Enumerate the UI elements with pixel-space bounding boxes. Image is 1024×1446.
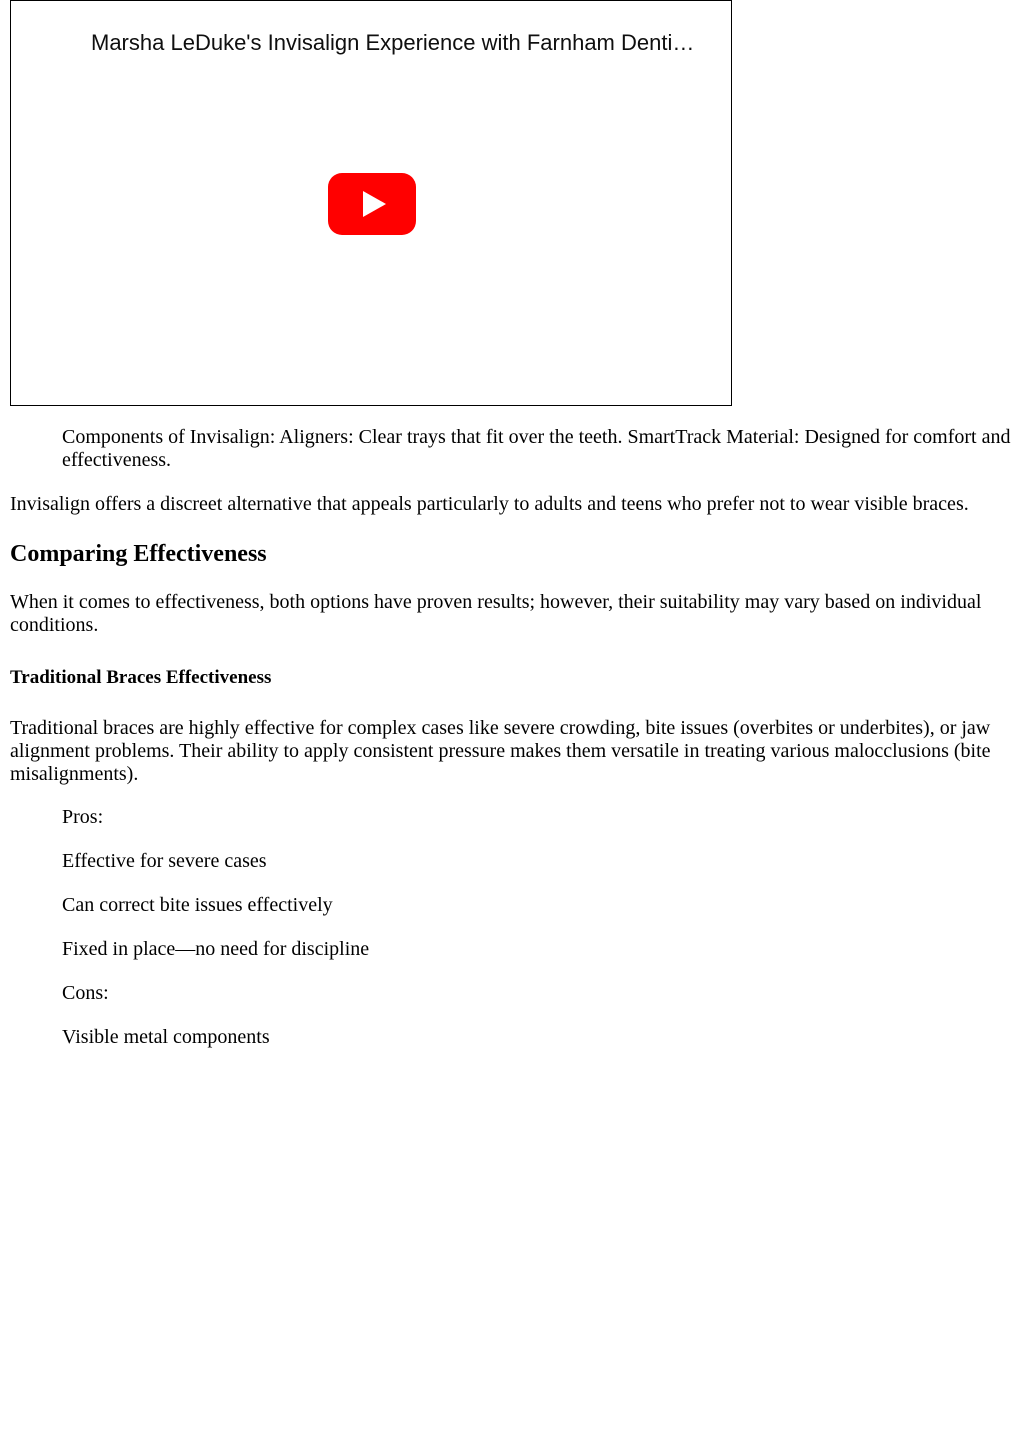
list-item: Can correct bite issues effectively (62, 894, 333, 916)
traditional-braces-paragraph: Traditional braces are highly effective for complex cases like severe crowding, bite issues (overbites or underbites), or jaw alignment problems. Their ability to apply consistent pressure makes them versatile in treating various malocclusions (bite misalignments). (10, 717, 991, 785)
youtube-play-icon[interactable] (328, 173, 416, 235)
list-item: Fixed in place—no need for discipline (62, 938, 370, 960)
list-item: Effective for severe cases (62, 850, 267, 872)
sub-heading: Traditional Braces Effectiveness (10, 667, 272, 688)
video-embed[interactable] (10, 0, 732, 406)
effectiveness-paragraph: When it comes to effectiveness, both options have proven results; however, their suitability may vary based on individual conditions. (10, 591, 982, 636)
video-title[interactable]: Marsha LeDuke's Invisalign Experience with Farnham Denti… (91, 30, 695, 55)
intro-paragraph: Invisalign offers a discreet alternative that appeals particularly to adults and teens who prefer not to wear visible braces. (10, 493, 969, 515)
section-heading: Comparing Effectiveness (10, 541, 267, 567)
list-item: Visible metal components (62, 1026, 270, 1048)
article-content (10, 416, 1014, 1070)
components-note: Components of Invisalign: Aligners: Clear trays that fit over the teeth. SmartTrack Material: Designed for comfort and effectiveness. (62, 426, 1011, 471)
pros-cons-list (62, 806, 1014, 1049)
list-item: Cons: (62, 982, 109, 1004)
list-item: Pros: (62, 806, 104, 828)
